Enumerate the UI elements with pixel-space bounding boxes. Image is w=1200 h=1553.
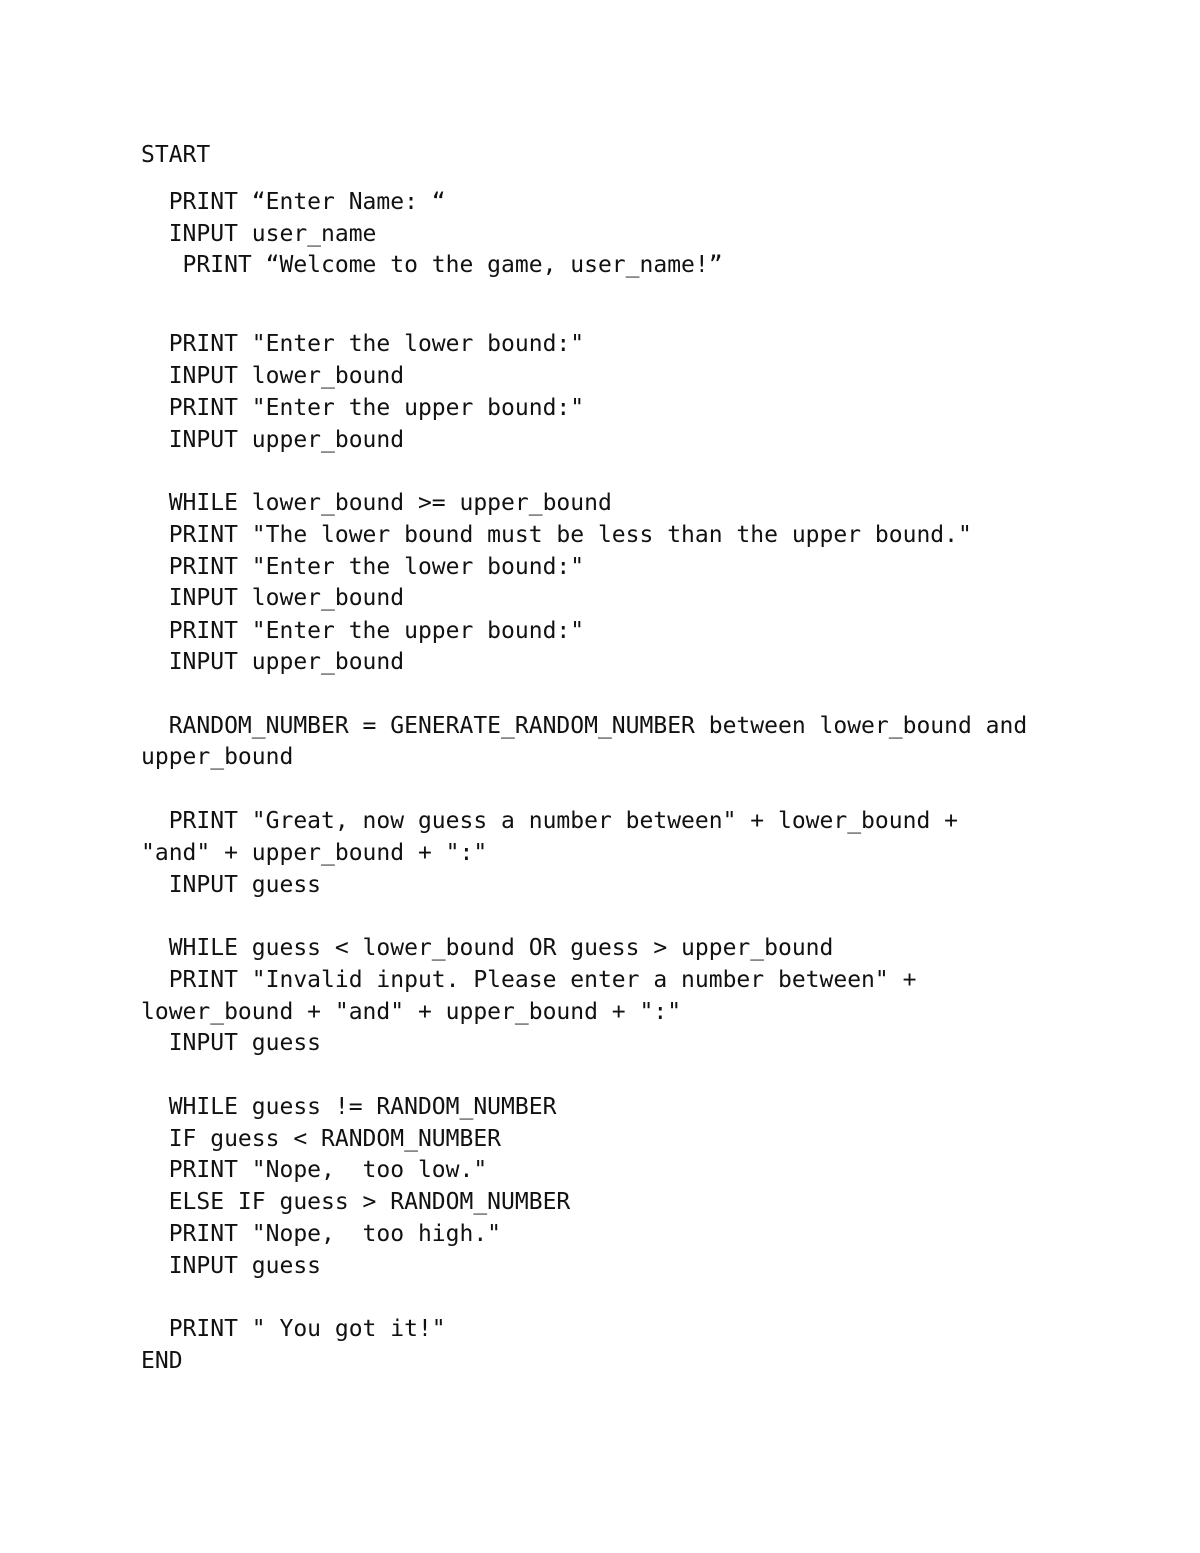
code-line: PRINT "Invalid input. Please enter a number between" + bbox=[141, 967, 917, 993]
code-line: INPUT guess bbox=[141, 1253, 322, 1279]
code-line: PRINT " You got it!" bbox=[141, 1316, 446, 1342]
code-line: PRINT "Nope, too low." bbox=[141, 1157, 488, 1183]
code-line: INPUT upper_bound bbox=[141, 649, 405, 675]
code-line: INPUT user_name bbox=[141, 221, 377, 247]
code-line: END bbox=[141, 1348, 183, 1374]
code-line: WHILE guess < lower_bound OR guess > upper_bound bbox=[141, 935, 834, 961]
code-line: WHILE lower_bound >= upper_bound bbox=[141, 490, 612, 516]
code-line: PRINT “Welcome to the game, user_name!” bbox=[141, 252, 723, 278]
code-line: PRINT "Nope, too high." bbox=[141, 1221, 502, 1247]
code-line: PRINT “Enter Name: “ bbox=[141, 189, 446, 215]
code-line: INPUT guess bbox=[141, 1030, 322, 1056]
code-line: PRINT "Great, now guess a number between" + lower_bound + bbox=[141, 808, 958, 834]
code-line: INPUT lower_bound bbox=[141, 585, 405, 611]
code-line: INPUT lower_bound bbox=[141, 363, 405, 389]
code-line: lower_bound + "and" + upper_bound + ":" bbox=[141, 999, 682, 1025]
code-line: PRINT "Enter the lower bound:" bbox=[141, 331, 585, 357]
code-line: INPUT guess bbox=[141, 872, 322, 898]
code-line: ELSE IF guess > RANDOM_NUMBER bbox=[141, 1189, 571, 1215]
code-line: INPUT upper_bound bbox=[141, 427, 405, 453]
code-line: PRINT "Enter the upper bound:" bbox=[141, 618, 585, 644]
code-line: RANDOM_NUMBER = GENERATE_RANDOM_NUMBER between lower_bound and bbox=[141, 713, 1028, 739]
code-line: WHILE guess != RANDOM_NUMBER bbox=[141, 1094, 557, 1120]
code-line: IF guess < RANDOM_NUMBER bbox=[141, 1126, 502, 1152]
code-line: PRINT "The lower bound must be less than the upper bound." bbox=[141, 522, 972, 548]
code-line: PRINT "Enter the upper bound:" bbox=[141, 395, 585, 421]
code-line: PRINT "Enter the lower bound:" bbox=[141, 554, 585, 580]
code-line: START bbox=[141, 142, 211, 168]
code-line: "and" + upper_bound + ":" bbox=[141, 840, 488, 866]
code-line: upper_bound bbox=[141, 744, 294, 770]
